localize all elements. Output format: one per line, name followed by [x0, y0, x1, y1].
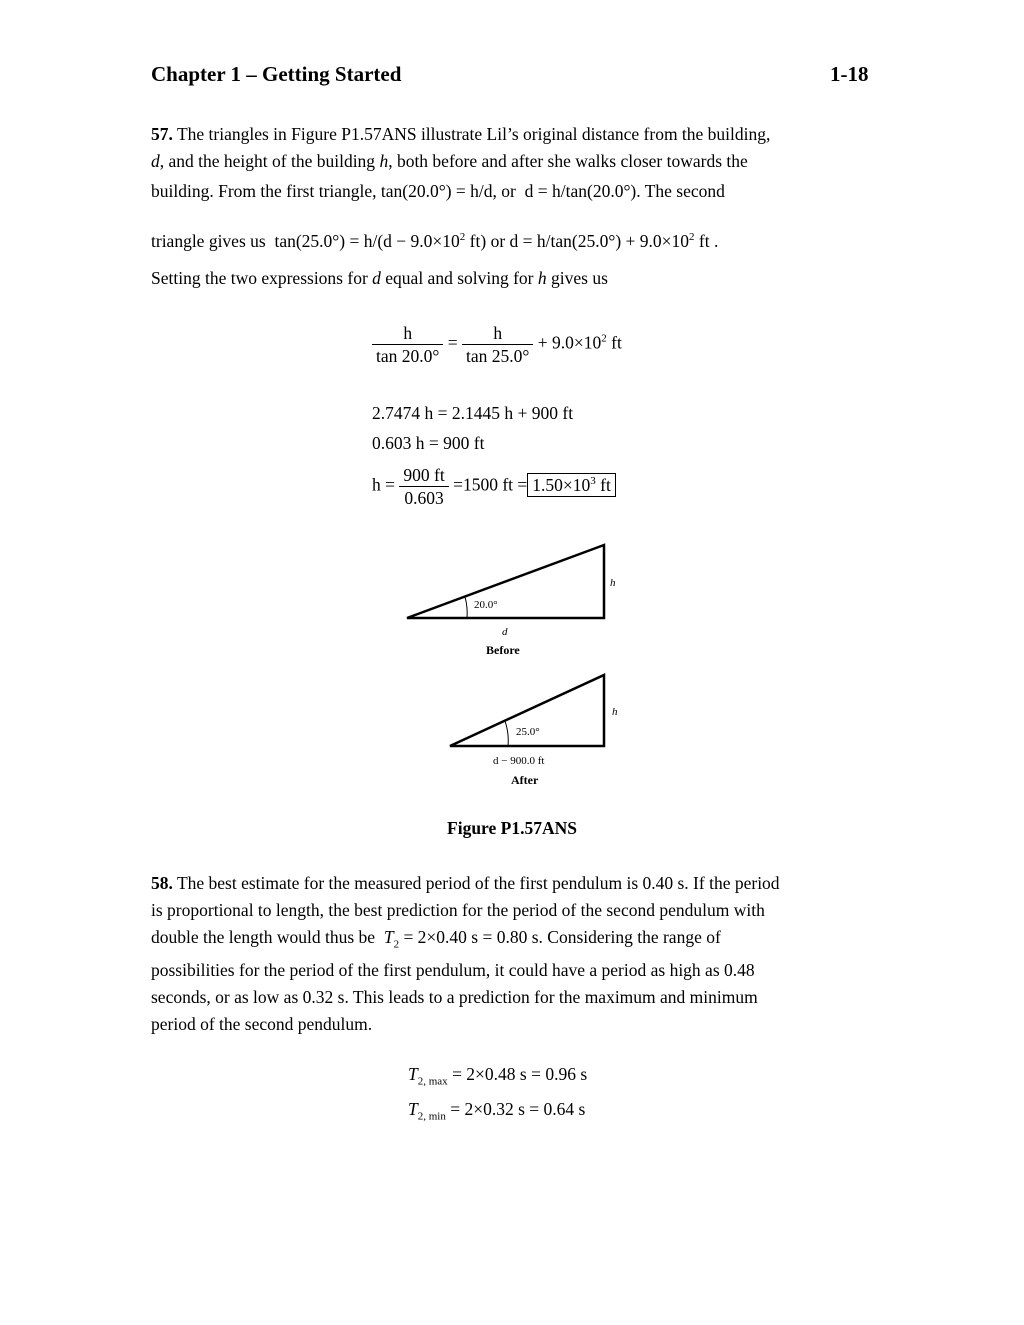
p57-line-2	[151, 148, 881, 175]
p58-line-5: seconds, or as low as 0.32 s. This leads to a prediction for the maximum and minimum	[151, 987, 758, 1007]
boxed-answer	[527, 473, 616, 497]
triangle-figure	[390, 535, 650, 795]
t2-min-body: = 2×0.32 s = 0.64 s	[450, 1099, 586, 1119]
p57-line-3-text-c: . The second	[636, 181, 725, 201]
p57-line-5-text-b: equal and solving for	[380, 268, 538, 288]
caption-before: Before	[486, 643, 520, 657]
h-fraction-denominator: 0.603	[404, 488, 444, 508]
p58-line-3-text-b: . Considering the range of	[538, 927, 721, 947]
d-after-exponent: 2	[689, 231, 695, 243]
p58-line-3	[151, 924, 881, 959]
height-label-before: h	[610, 577, 616, 589]
p58-line-6: period of the second pendulum.	[151, 1014, 373, 1034]
tan20-equation: (20.0°) = h/d	[402, 181, 493, 201]
triangle-before	[407, 545, 616, 657]
p57-line-3-text-b: , or	[492, 181, 516, 201]
p57-line-4	[151, 224, 881, 255]
p57-line-5-var-d: d	[372, 268, 381, 288]
p57-line-5-text-c: gives us	[546, 268, 608, 288]
angle-arc-before	[465, 597, 467, 618]
p57-var-h: h	[379, 151, 389, 171]
angle-label-after: 25.0°	[516, 726, 540, 738]
t2-min-subscript: 2, min	[417, 1110, 446, 1123]
t2-min-equation	[408, 1099, 585, 1123]
chapter-title: Chapter 1 – Getting Started	[151, 62, 402, 86]
equation-line-4	[372, 464, 616, 509]
equation-line-2: 2.7474 h = 2.1445 h + 900 ft	[372, 403, 574, 423]
h-equals: h =	[372, 474, 395, 495]
h-fraction-numerator: 900 ft	[399, 464, 448, 487]
problem-58-continued	[151, 957, 881, 1038]
caption-after: After	[511, 773, 539, 787]
p57-line-5-text-a: Setting the two expressions for	[151, 268, 373, 288]
t2-max-body: = 2×0.48 s = 0.96 s	[452, 1064, 588, 1084]
fraction-tail: + 9.0×10	[537, 332, 602, 353]
p57-line-3	[151, 178, 881, 205]
t2-subscript: 2	[393, 938, 400, 951]
problem-58-paragraph	[151, 870, 881, 959]
equals-sign: =	[447, 332, 458, 353]
p57-line-1	[151, 121, 881, 148]
p57-var-d: d	[151, 151, 160, 171]
fraction-left-numerator: h	[372, 322, 443, 345]
height-label-after: h	[612, 706, 618, 718]
p58-line-4: possibilities for the period of the first pendulum, it could have a period as high as 0.48	[151, 960, 755, 980]
d-after-equation	[510, 231, 719, 251]
fraction-left	[372, 322, 443, 367]
problem-58-number: 58.	[151, 873, 173, 893]
t2-symbol: T	[383, 927, 394, 947]
fraction-right	[462, 322, 533, 367]
p57-line-5-var-h: h	[537, 268, 547, 288]
angle-arc-after	[505, 721, 508, 746]
boxed-answer-value: 1.50×10	[532, 474, 591, 495]
p57-line-2-text-a: , and the height of the building	[159, 151, 380, 171]
t2-max-symbol: T	[408, 1064, 418, 1084]
p57-line-5	[151, 265, 881, 292]
p58-line-1-text: The best estimate for the measured period of the first pendulum is 0.40 s. If the period	[176, 873, 780, 893]
boxed-answer-unit: ft	[600, 474, 611, 495]
problem-57-paragraph	[151, 121, 881, 175]
fraction-right-denominator: tan 25.0°	[466, 346, 530, 366]
p57-line-2-text-b: , both before and after she walks closer towards the	[388, 151, 748, 171]
d-after-equation-body: d = h/tan(25.0°) + 9.0×10	[509, 230, 690, 251]
fraction-left-denominator: tan 20.0°	[376, 346, 440, 366]
t2-max-subscript: 2, max	[417, 1075, 448, 1088]
h-intermediate: =1500 ft =	[453, 474, 528, 495]
d-before-equation: d = h/tan(20.0°)	[524, 181, 637, 201]
t2-min-symbol: T	[408, 1099, 418, 1119]
problem-57-number: 57.	[151, 124, 173, 144]
p57-line-1-text: The triangles in Figure P1.57ANS illustrate Lil’s original distance from the building,	[176, 124, 771, 144]
fraction-tail-exponent: 2	[601, 332, 607, 345]
fraction-tail-unit: ft	[611, 332, 622, 353]
tan25-equation-body: tan(25.0°) = h/(d − 9.0×10	[274, 230, 460, 251]
base-label-before: d	[502, 626, 508, 638]
angle-label-before: 20.0°	[474, 599, 498, 611]
p57-line-4-text-b: or	[490, 230, 506, 251]
page-number: 1-18	[830, 62, 869, 86]
p58-line-2: is proportional to length, the best prediction for the period of the second pendulum with	[151, 900, 765, 920]
base-label-after: d − 900.0 ft	[493, 755, 545, 767]
t2-equation-body: = 2×0.40 s = 0.80 s	[403, 927, 539, 947]
tan25-equation	[274, 231, 486, 251]
fraction-right-numerator: h	[462, 322, 533, 345]
triangle-before-shape	[407, 545, 604, 618]
t2-max-equation	[408, 1064, 587, 1088]
t2-equation	[383, 927, 539, 951]
p57-line-4-text-a: triangle gives us	[151, 230, 266, 251]
equation-fraction-line	[372, 322, 622, 367]
tan25-equation-unit: ft)	[469, 230, 487, 251]
boxed-answer-exponent: 3	[590, 474, 596, 487]
p58-line-1	[151, 870, 881, 897]
equation-line-3: 0.603 h = 900 ft	[372, 433, 485, 453]
tan25-exponent: 2	[459, 231, 466, 243]
p58-line-3-text-a: double the length would thus be	[151, 927, 376, 947]
figure-caption: Figure P1.57ANS	[447, 818, 577, 838]
p57-line-3-text-a: building. From the first triangle, tan	[151, 181, 403, 201]
d-after-equation-unit: ft .	[698, 230, 719, 251]
h-fraction	[399, 464, 448, 509]
triangle-after	[450, 675, 618, 787]
